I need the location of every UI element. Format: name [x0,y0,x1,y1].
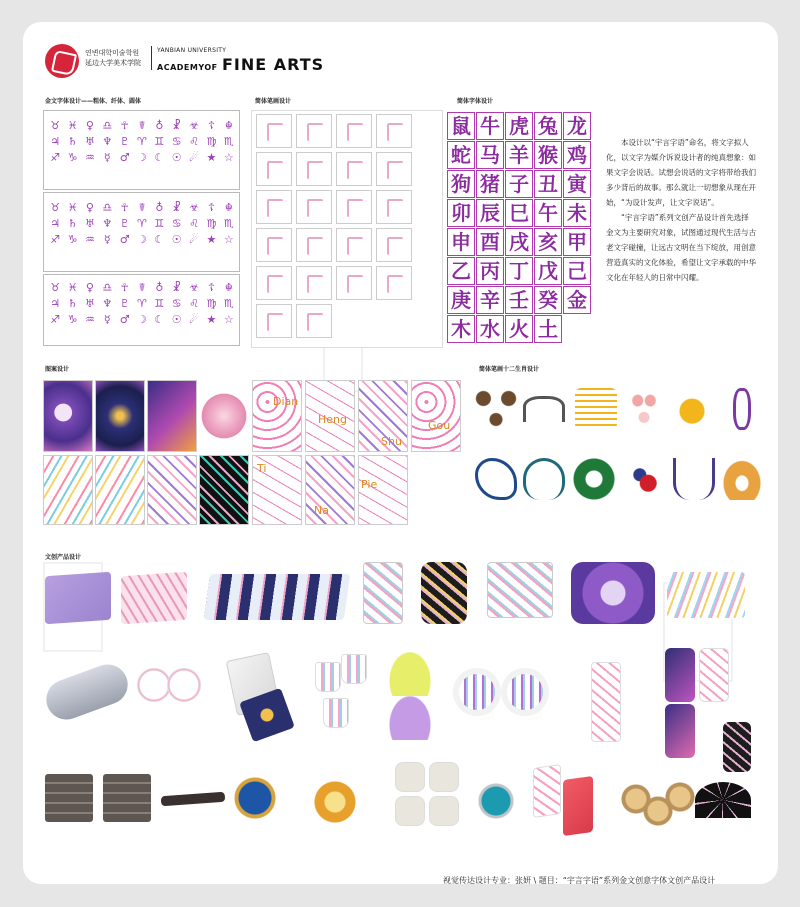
glyph-cell: ☧ [172,281,182,294]
glyph-cell: ♉ [50,281,61,294]
pattern-thumb-stroke-dark [199,455,249,525]
glyph-cell: ♆ [102,135,113,148]
section-title-simplified: 简体字体设计 [457,98,494,105]
glyph-cell: ♅ [84,217,95,230]
dog-icon [673,458,715,500]
product-keychain [477,782,515,820]
tiger-icon [575,388,617,430]
dragon-icon [671,388,713,430]
pattern-thumb-heng [305,380,355,452]
stroke-cell [376,190,412,224]
product-tape-2 [501,668,549,716]
glyph-cell: ♒ [84,233,95,246]
product-mooncake-3 [665,782,695,812]
glyph-cell: ♉ [50,119,61,132]
glyph-cell: ♋ [171,217,182,230]
char-cell: 蛇 [447,141,475,169]
product-phone-case-2 [699,648,729,702]
glyph-cell: ☾ [154,233,165,246]
section-title-stroke: 简体笔画设计 [255,98,292,105]
poster [23,22,778,884]
char-cell: 虎 [505,112,533,140]
pattern-thumb-ti [252,455,302,525]
glyph-cell: ☥ [120,119,129,132]
glyph-cell: ★ [206,313,217,326]
glyph-cell: ☉ [171,151,182,164]
char-cell: 丑 [534,170,562,198]
snake-icon [733,388,751,430]
glyph-cell: ♍ [206,297,217,310]
glyph-grid-thin [47,200,237,247]
stroke-grid [256,114,412,338]
glyph-cell: ☤ [138,119,146,132]
glyph-cell: ☉ [171,313,182,326]
glyph-cell: ♁ [155,119,164,132]
glyph-cell: ♉ [50,201,61,214]
glyph-cell: ♏ [223,297,234,310]
stroke-cell [336,152,372,186]
glyph-cell: ♇ [119,217,130,230]
logo-university: YANBIAN UNIVERSITY [157,47,227,54]
char-cell: 鼠 [447,112,475,140]
glyph-cell: ☤ [138,201,146,214]
product-cap-yellow [385,646,435,696]
glyph-cell: ♁ [155,201,164,214]
stroke-cell [376,152,412,186]
logo-korean: 연변대학미술학원 [85,49,140,57]
product-tablecloth [487,562,553,618]
product-usb-drive [591,662,621,742]
glyph-cell: ♄ [67,135,78,148]
glyph-cell: ♓ [67,201,78,214]
stroke-cell [296,304,332,338]
pattern-label-shu: Shu [381,435,402,448]
glyph-cell: ☧ [172,201,182,214]
char-cell: 水 [476,315,504,343]
char-cell: 木 [447,315,475,343]
glyph-cell: ♄ [67,217,78,230]
char-cell: 庚 [447,286,475,314]
stroke-cell [336,266,372,300]
glyph-cell: ☬ [224,201,233,214]
char-cell: 己 [563,257,591,285]
glyph-cell: ☬ [224,281,233,294]
academy-seal-logo [45,44,79,78]
glyph-cell: ♇ [119,135,130,148]
pattern-thumb-dian [252,380,302,452]
stroke-cell [256,190,292,224]
char-cell: 丙 [476,257,504,285]
char-cell: 狗 [447,170,475,198]
goat-icon [523,458,565,500]
glyph-cell: ♎ [102,201,113,214]
glyph-cell: ♈ [137,135,147,148]
char-cell: 辰 [476,199,504,227]
char-cell: 癸 [534,286,562,314]
char-cell: 兔 [534,112,562,140]
stroke-cell [376,266,412,300]
char-cell: 土 [534,315,562,343]
glyph-cell: ♒ [84,151,95,164]
glyph-cell: ♎ [102,119,113,132]
glyph-cell: ♀ [85,201,94,214]
logo-text [85,48,141,68]
glyph-cell: ♌ [189,135,200,148]
glyph-cell: ♓ [67,119,78,132]
glyph-cell: ★ [206,151,217,164]
glyph-cell: ☄ [189,313,200,326]
glyph-cell: ☦ [207,119,216,132]
product-cup-3 [323,698,349,728]
glyph-cell: ☆ [223,151,234,164]
footer-caption: 视觉传达设计专业：张妍 \ 题目：“宇言字语”系列金文创意字体文创产品设计 [443,876,716,884]
stroke-cell [296,228,332,262]
section-title-pattern: 图案设计 [45,366,70,373]
glyph-cell: ♁ [155,281,164,294]
stroke-cell [296,190,332,224]
glyph-cell: ♋ [171,135,182,148]
glyph-cell: ♆ [102,297,113,310]
ox-icon [523,396,565,422]
product-coaster-3 [395,796,425,826]
char-cell: 酉 [476,228,504,256]
glyph-cell: ♎ [102,281,113,294]
glyph-cell: ♍ [206,135,217,148]
stroke-cell [296,114,332,148]
logo-academy-name: FINE ARTS [221,55,325,74]
glyph-cell: ♅ [84,297,95,310]
stroke-cell [336,228,372,262]
stroke-cell [256,304,292,338]
pattern-label-ti: Ti [257,462,267,475]
char-cell: 戌 [505,228,533,256]
char-cell: 未 [563,199,591,227]
char-cell: 金 [563,286,591,314]
glyph-cell: ☦ [207,201,216,214]
glyph-cell: ♐ [50,151,61,164]
glyph-cell: ♃ [50,217,61,230]
rabbit-icon [623,388,665,430]
char-cell: 丁 [505,257,533,285]
product-scroll-rolls [41,659,134,725]
stroke-cell [256,114,292,148]
glyph-cell: ♆ [102,217,113,230]
rat-icon [475,388,517,430]
product-phone-case-1 [665,648,695,702]
horse-icon [475,458,517,500]
glyph-cell: ☉ [171,233,182,246]
glyph-cell: ☆ [223,313,234,326]
monkey-icon [573,458,615,500]
char-cell: 寅 [563,170,591,198]
product-tape-1 [453,668,501,716]
product-notebook-white [533,764,561,818]
glyph-cell: ☽ [137,313,147,326]
char-cell: 亥 [534,228,562,256]
glyph-cell: ♃ [50,135,61,148]
glyph-cell: ☣ [189,281,200,294]
glyph-cell: ☄ [189,233,200,246]
char-cell: 卯 [447,199,475,227]
product-phone-case-3 [665,704,695,758]
glyph-cell: ♓ [67,281,78,294]
char-cell: 龙 [563,112,591,140]
pig-icon [721,458,763,500]
glyph-cell: ☿ [103,233,111,246]
char-cell: 申 [447,228,475,256]
glyph-cell: ♇ [119,297,130,310]
logo-academy [157,55,324,74]
pattern-thumb-stroke-2 [95,455,145,525]
stroke-cell [296,152,332,186]
char-cell: 马 [476,141,504,169]
logo-academy-prefix: ACADEMYOF [157,63,218,72]
glyph-cell: ♒ [84,313,95,326]
glyph-cell: ♂ [119,151,130,164]
section-title-product: 文创产品设计 [45,554,82,561]
glyph-cell: ♋ [171,297,182,310]
pattern-thumb-gou [411,380,461,452]
section-title-glyph: 金文字体设计——粗体、纤体、圆体 [45,98,142,105]
char-cell: 羊 [505,141,533,169]
glyph-cell: ☬ [224,119,233,132]
glyph-cell: ♀ [85,281,94,294]
glyph-cell: ★ [206,233,217,246]
pattern-thumb-na [305,455,355,525]
glyph-cell: ♅ [84,135,95,148]
stroke-cell [256,152,292,186]
pattern-label-gou: Gou [428,419,451,432]
glyph-cell: ♐ [50,313,61,326]
pattern-thumb-pie [358,455,408,525]
product-notebook-red [563,776,593,836]
glyph-cell: ♌ [189,217,200,230]
glyph-cell: ☾ [154,313,165,326]
product-coaster-4 [429,796,459,826]
glyph-cell: ☿ [103,151,111,164]
glyph-cell: ♄ [67,297,78,310]
char-cell: 戊 [534,257,562,285]
pattern-label-pie: Pie [361,478,378,491]
glyph-grid-bold [47,118,237,165]
product-coaster-2 [429,762,459,792]
simplified-char-grid [447,112,591,343]
product-cup-2 [341,654,367,684]
glyph-cell: ♑ [67,233,78,246]
product-notebooks [204,574,350,620]
product-gold-pin [313,780,357,824]
pattern-label-dian: Dian [273,395,299,408]
product-keyboard-mouse [667,572,745,618]
product-ink-bar [161,792,226,806]
stroke-cell [336,190,372,224]
glyph-cell: ♌ [189,297,200,310]
glyph-cell: ☣ [189,201,200,214]
product-hand-fan-2 [167,668,201,702]
pattern-thumb-stroke-3 [147,455,197,525]
pattern-label-heng: Heng [318,413,347,426]
pattern-thumb-taiji [43,380,93,452]
product-cup-1 [315,662,341,692]
glyph-cell: ☥ [120,281,129,294]
product-cap-purple [385,690,435,740]
char-cell: 甲 [563,228,591,256]
glyph-grid-round [47,280,237,327]
stroke-cell [296,266,332,300]
glyph-cell: ☾ [154,151,165,164]
pattern-thumb-stroke-1 [43,455,93,525]
glyph-cell: ♊ [154,135,165,148]
product-umbrella [695,782,751,818]
pattern-thumb-disc [199,380,249,452]
project-description [606,135,756,285]
stroke-cell [376,228,412,262]
product-tote-bag [363,562,403,624]
glyph-cell: ♈ [137,297,147,310]
glyph-cell: ♐ [50,233,61,246]
glyph-cell: ☽ [137,233,147,246]
product-hand-fan-1 [137,668,171,702]
product-seal-cube-1 [45,774,93,822]
char-cell: 猴 [534,141,562,169]
stroke-cell [256,228,292,262]
product-phone-case-4 [723,722,751,772]
product-folder-pink [121,572,187,625]
char-cell: 巳 [505,199,533,227]
product-pillow [571,562,655,624]
product-seal-cube-2 [103,774,151,822]
pattern-label-na: Na [314,504,329,517]
glyph-cell: ♍ [206,217,217,230]
char-cell: 子 [505,170,533,198]
glyph-cell: ♑ [67,313,78,326]
glyph-cell: ☣ [189,119,200,132]
char-cell: 壬 [505,286,533,314]
pattern-thumb-zodiac-wheel [95,380,145,452]
section-title-zodiac: 简体笔画十二生肖设计 [479,366,540,373]
glyph-cell: ♏ [223,135,234,148]
product-folder-purple [45,572,111,625]
glyph-cell: ☥ [120,201,129,214]
char-cell: 鸡 [563,141,591,169]
char-cell: 猪 [476,170,504,198]
stroke-cell [336,114,372,148]
glyph-cell: ♂ [119,233,130,246]
glyph-cell: ♑ [67,151,78,164]
glyph-cell: ☦ [207,281,216,294]
glyph-cell: ☿ [103,313,111,326]
product-drawstring-bag [421,562,467,624]
glyph-cell: ♀ [85,119,94,132]
description-paragraph-1: 本设计以“宇言字语”命名，将文字拟人化，以文字为媒介诉说设计者的纯真想象：如果文字会说话。试想会说话的文字将带给我们多少背后的故事。那么就让一切想象从现在开始，“为设计发声，让文字说话”。 [606,138,756,207]
description-paragraph-2: “宇言字语”系列文创产品设计首先选择金文为主要研究对象，试图通过现代生活与古老文字碰撞，让远古文明在当下绽放，用创意营造真实的文化体验，希望让文字承载的中华文化在年轻人的日常中闪耀。 [606,213,756,282]
glyph-cell: ☆ [223,233,234,246]
rooster-icon [623,458,665,500]
glyph-cell: ♏ [223,217,234,230]
pattern-thumb-galaxy [147,380,197,452]
glyph-cell: ☽ [137,151,147,164]
logo-divider [151,46,152,70]
product-horse-pin [231,774,279,822]
glyph-cell: ☤ [138,281,146,294]
glyph-cell: ♊ [154,217,165,230]
logo-chinese: 延边大学美术学院 [85,59,141,67]
char-cell: 牛 [476,112,504,140]
glyph-cell: ☄ [189,151,200,164]
char-cell: 火 [505,315,533,343]
char-cell: 午 [534,199,562,227]
stroke-cell [256,266,292,300]
char-cell: 辛 [476,286,504,314]
glyph-cell: ♃ [50,297,61,310]
glyph-cell: ♈ [137,217,147,230]
stroke-cell [376,114,412,148]
glyph-cell: ☧ [172,119,182,132]
char-cell: 乙 [447,257,475,285]
product-coaster-1 [395,762,425,792]
pattern-thumb-shu [358,380,408,452]
glyph-cell: ♂ [119,313,130,326]
glyph-cell: ♊ [154,297,165,310]
